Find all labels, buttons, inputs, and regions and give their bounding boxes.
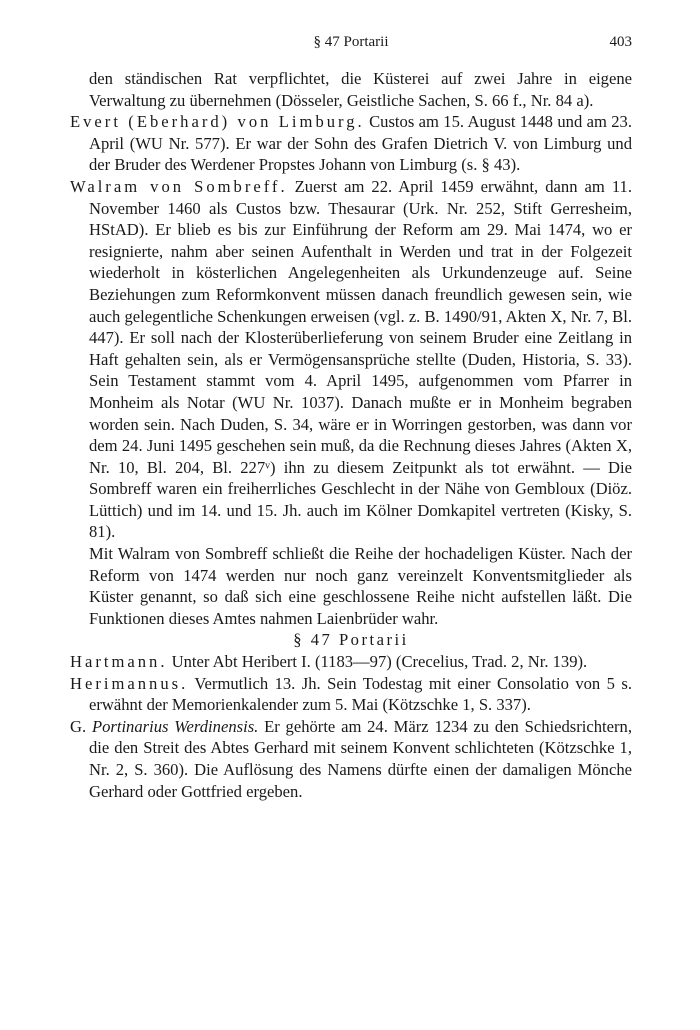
closing-paragraph: Mit Walram von Sombreff schließt die Reihe der hochadeligen Küster. Nach der Reform von 1474 werden nur noch ganz vereinzelt Konventsmitglieder als Küster genannt, so daß sich eine geschlossene Reihe nicht aufstellen läßt. Die Funktionen dieses Amtes nahmen Laienbrüder wahr. xyxy=(89,544,632,628)
intro-paragraph: den ständischen Rat verpflichtet, die Küsterei auf zwei Jahre in eigene Verwaltung zu übernehmen (Dösseler, Geistliche Sachen, S. 66 f., Nr. 84 a). xyxy=(89,69,632,110)
entry-g-portinarius xyxy=(70,716,632,802)
entry-name: Evert (Eberhard) von Limburg. xyxy=(70,112,365,132)
entry-herimannus xyxy=(70,673,632,716)
section-heading: § 47 Portarii xyxy=(293,630,409,650)
entry-hartmann xyxy=(70,651,632,673)
entry-name: Hartmann. xyxy=(70,652,168,672)
entry-text: Unter Abt Heribert I. (1183—97) (Crecelius, Trad. 2, Nr. 139). xyxy=(171,652,588,672)
entry-text: Custos am 15. August 1448 und am 23. April (WU Nr. 577). Er war der Sohn des Grafen Dietrich V. von Limburg und der Bruder des Werdener Propstes Johann von Limburg (s. § 43). xyxy=(89,112,632,175)
page-body xyxy=(70,68,632,802)
page-number: 403 xyxy=(609,34,632,50)
entry-prefix: G. xyxy=(70,716,87,736)
entry-name: Walram von Sombreff. xyxy=(70,176,288,196)
entry-walram-sombreff xyxy=(70,176,632,543)
running-header xyxy=(70,34,632,56)
running-title: § 47 Portarii xyxy=(313,34,389,50)
entry-text: Zuerst am 22. April 1459 erwähnt, dann am 11. November 1460 als Custos bzw. Thesaurar (Urk. Nr. 252, Stift Gerresheim, HStAD). Er blieb es bis zur Einführung der Reform am 29. Mai 1474, wo er resignierte, nahm aber seinen Aufenthalt in Werden und trat in der Folgezeit wiederholt in kösterlichen Angelegenheiten als Urkundenzeuge auf. Seine Beziehungen zum Reformkonvent müssen danach freundlich gewesen sein, wie auch gelegentliche Schenkungen erweisen (vgl. z. B. 1490/91, Akten X, Nr. 7, Bl. 447). Er soll nach der Klosterüberlieferung von seinem Bruder eine Zeitlang in Haft gehalten sein, als er Vermögensansprüche stellte (Duden, Historia, S. 33). Sein Testament stammt vom 4. April 1495, aufgenommen vom Pfarrer in Monheim als Notar (WU Nr. 1037). Danach mußte er in Monheim begraben worden sein. Nach Duden, S. 34, wäre er in Worringen gestorben, was dann vor dem 24. Juni 1495 geschehen sein muß, da die Rechnung dieses Jahres (Akten X, Nr. 10, Bl. 204, Bl. 227ᵛ) ihn zu diesem Zeitpunkt als tot erwähnt. — Die Sombreff waren ein freiherrliches Geschlecht in der Nähe von Gembloux (Diöz. Lüttich) und im 14. und 15. Jh. auch im Kölner Domkapitel vertreten (Kisky, S. 81). xyxy=(89,176,632,542)
entry-evert-limburg xyxy=(70,111,632,176)
entry-name: Herimannus. xyxy=(70,673,189,693)
entry-name-italic: Portinarius Werdinensis. xyxy=(91,716,259,736)
entry-text: Er gehörte am 24. März 1234 zu den Schiedsrichtern, die den Streit des Abtes Gerhard mit seinem Konvent schlichteten (Kötzschke 1, Nr. 2, S. 360). Die Auflösung des Namens dürfte einen der damaligen Mönche Gerhard oder Gottfried ergeben. xyxy=(89,716,632,801)
entry-text: Vermutlich 13. Jh. Sein Todestag mit einer Consolatio von 5 s. erwähnt der Memorienkalender zum 5. Mai (Kötzschke 1, S. 337). xyxy=(89,673,632,715)
